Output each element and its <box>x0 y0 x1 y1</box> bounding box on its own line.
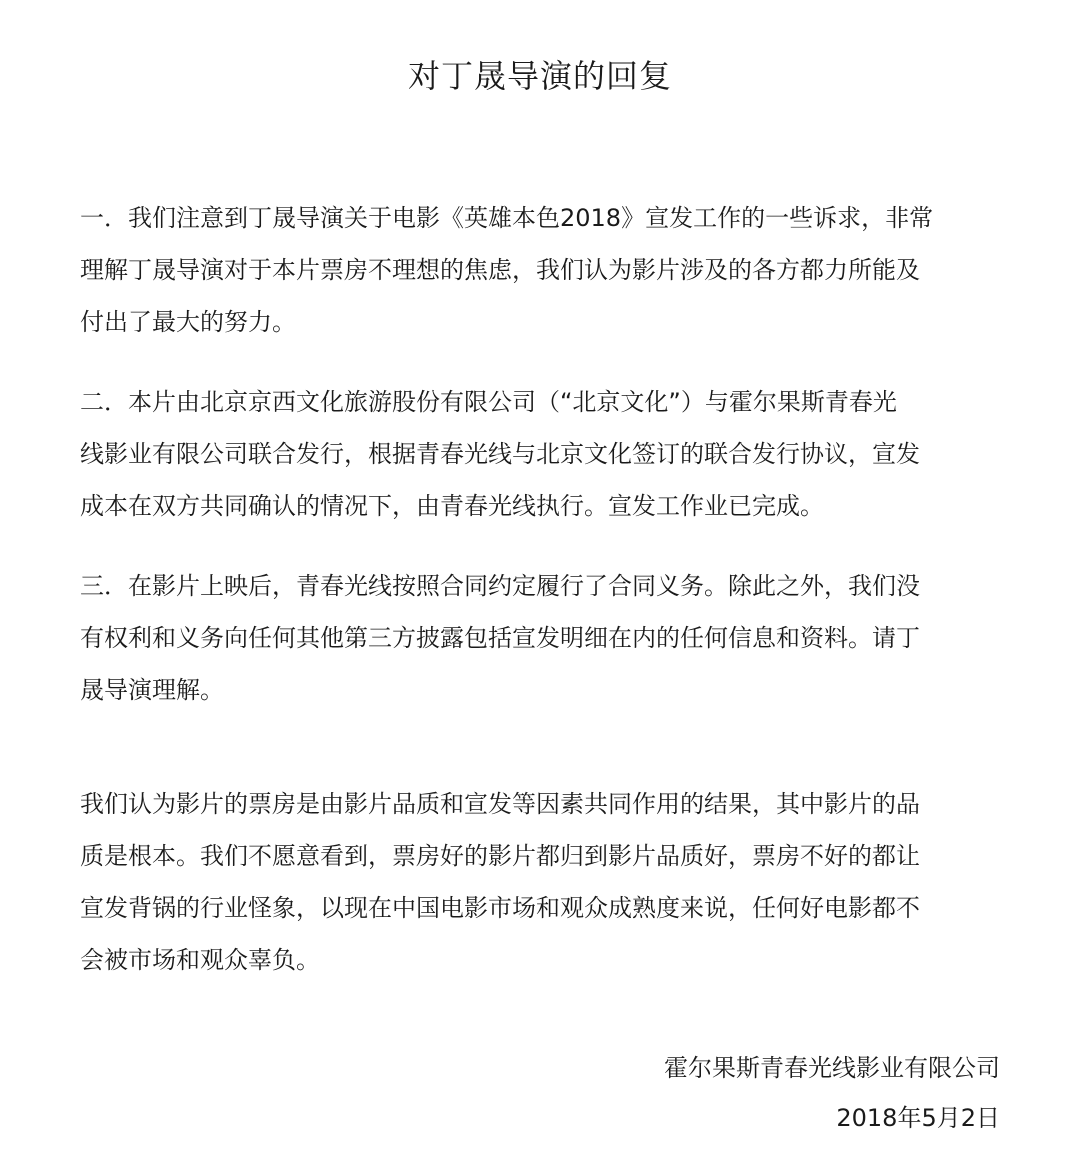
paragraph-1-line-3: 付出了最大的努力。 <box>80 308 296 336</box>
paragraph-4-line-4: 会被市场和观众辜负。 <box>80 946 320 974</box>
paragraph-4-line-2: 质是根本。我们不愿意看到，票房好的影片都归到影片品质好，票房不好的都让 <box>80 842 920 870</box>
paragraph-2-line-3: 成本在双方共同确认的情况下，由青春光线执行。宣发工作业已完成。 <box>80 492 824 520</box>
paragraph-1-line-1: 一．我们注意到丁晟导演关于电影《英雄本色2018》宣发工作的一些诉求，非常 <box>80 204 934 232</box>
paragraph-2-line-2: 线影业有限公司联合发行，根据青春光线与北京文化签订的联合发行协议，宣发 <box>80 440 920 468</box>
paragraph-3-line-3: 晟导演理解。 <box>80 676 224 704</box>
paragraph-3-line-1: 三．在影片上映后，青春光线按照合同约定履行了合同义务。除此之外，我们没 <box>80 572 920 600</box>
document-title: 对丁晟导演的回复 <box>407 57 672 95</box>
paragraph-1-line-2: 理解丁晟导演对于本片票房不理想的焦虑，我们认为影片涉及的各方都力所能及 <box>80 256 920 284</box>
paragraph-3-line-2: 有权利和义务向任何其他第三方披露包括宣发明细在内的任何信息和资料。请丁 <box>80 624 920 652</box>
paragraph-4-line-3: 宣发背锅的行业怪象，以现在中国电影市场和观众成熟度来说，任何好电影都不 <box>80 894 920 922</box>
paragraph-4-line-1: 我们认为影片的票房是由影片品质和宣发等因素共同作用的结果，其中影片的品 <box>80 790 920 818</box>
signature-date: 2018年5月2日 <box>836 1104 1000 1132</box>
paragraph-2-line-1: 二．本片由北京京西文化旅游股份有限公司（“北京文化”）与霍尔果斯青春光 <box>80 388 897 416</box>
signature-company: 霍尔果斯青春光线影业有限公司 <box>664 1054 1000 1082</box>
